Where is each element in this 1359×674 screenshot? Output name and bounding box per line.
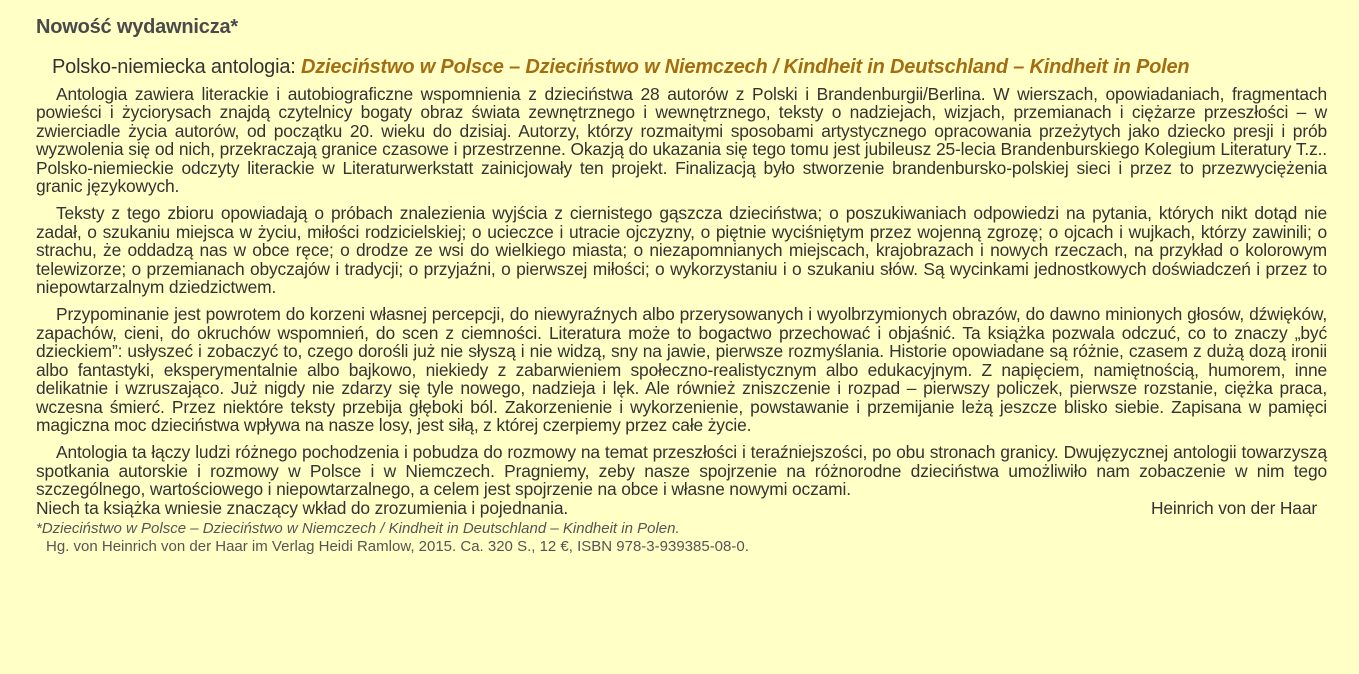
subtitle — [52, 56, 1327, 79]
book-title: Dzieciństwo w Polsce – Dzieciństwo w Niemczech / Kindheit in Deutschland – Kindheit in Polen — [300, 56, 1190, 78]
paragraph-1: Antologia zawiera literackie i autobiograficzne wspomnienia z dzieciństwa 28 autorów z Polski i Brandenburgii/Berlina. W wierszach, opowiadaniach, fragmentach powieści i życiorysach znajdą czytelnicy bogaty obraz świata zewnętrznego i wewnętrznego, teksty o nadziejach, wizjach, przemianach i ciężarze przeszłości – w zwierciadle życia autorów, od początku 20. wieku do dzisiaj. Autorzy, którzy rozmaitymi sposobami artystycznego opracowania przeżytych jako dziecko presji i prób wyzwolenia się od nich, przekraczają granice czasowe i przestrzenne. Okazją do ukazania się tego tomu jest jubileusz 25-lecia Brandenburskiego Kolegium Literatury T.z.. Polsko-niemieckie odczyty literackie w Literaturwerkstatt zainicjowały ten projekt. Finalizacją było stworzenie brandenbursko-polskiej sieci i przez to przezwyciężenia granic językowych. — [36, 84, 1327, 197]
footnote-title: *Dzieciństwo w Polsce – Dzieciństwo w Niemczech / Kindheit in Deutschland – Kindheit in Polen. — [36, 519, 680, 537]
subtitle-prefix: Polsko-niemiecka antologia: — [52, 56, 301, 78]
page-title: Nowość wydawnicza* — [36, 16, 239, 38]
closing-line-row — [36, 499, 1327, 517]
closing-line: Niech ta książka wniesie znaczący wkład do zrozumienia i pojednania. — [36, 497, 569, 518]
paragraph-2: Teksty z tego zbioru opowiadają o próbach znalezienia wyjścia z ciernistego gąszcza dzieciństwa; o poszukiwaniach odpowiedzi na pytania, których nikt dotąd nie zadał, o szukaniu miejsca w życiu, miłości rodzicielskiej; o ucieczce i utracie ojczyzny, o piętnie wyciśniętym przez wojenną zgrozę; o ojcach i wujkach, którzy zawinili; o strachu, że oddadzą nas w obce ręce; o drodze ze wsi do wielkiego miasta; o niezapomnianych miejscach, krajobrazach i nowych rzeczach, na przykład o kolorowym telewizorze; o przemianach obyczajów i tradycji; o przyjaźni, o pierwszej miłości; o wykorzystaniu i o szukaniu słów. Są wycinkami jednostkowych doświadczeń i przez to niepowtarzalnym dziedzictwem. — [36, 203, 1327, 298]
footnote-publication: Hg. von Heinrich von der Haar im Verlag Heidi Ramlow, 2015. Ca. 320 S., 12 €, ISBN 978-3-939385-08-0. — [46, 537, 749, 555]
signature: Heinrich von der Haar — [1150, 497, 1317, 518]
paragraph-3: Przypominanie jest powrotem do korzeni własnej percepcji, do niewyraźnych albo przerysowanych i wyolbrzymionych obrazów, do dawno minionych głosów, dźwięków, zapachów, cieni, do okruchów wspomnień, do scen z ciemności. Literatura może to bogactwo przechować i objaśnić. Ta książka pozwala odczuć, co to znaczy „być dzieckiem”: usłyszeć i zobaczyć to, czego dorośli już nie słyszą i nie widzą, sny na jawie, pierwsze rozmyślania. Historie opowiadane są różnie, czasem z dużą dozą ironii albo fantastyki, eksperymentalnie albo bajkowo, niekiedy z zabarwieniem społeczno-realistycznym albo edukacyjnym. Z napięciem, namiętnością, humorem, inne delikatnie i wzruszająco. Już nigdy nie zdarzy się tyle nowego, nadzieja i lęk. Ale również zniszczenie i rozpad – pierwszy policzek, pierwsze rozstanie, ciężka praca, wczesna śmierć. Przez niektóre teksty przebija głęboki ból. Zakorzenienie i wykorzenienie, powstawanie i przemijanie leżą jeszcze blisko siebie. Zapisana w pamięci magiczna moc dzieciństwa wpływa na nasze losy, jest siłą, z której czerpiemy przez całe życie. — [36, 304, 1327, 435]
footnote — [36, 520, 1327, 556]
paragraph-4: Antologia ta łączy ludzi różnego pochodzenia i pobudza do rozmowy na temat przeszłości i teraźniejszości, po obu stronach granicy. Dwujęzycznej antologii towarzyszą spotkania autorskie i rozmowy w Polsce i w Niemczech. Pragniemy, zeby nasze spojrzenie na różnorodne dzieciństwa umożliwiło nam zobaczenie w nim tego szczególnego, wartościowego i niepowtarzalnego, a celem jest spojrzenie na obce i własne nowymi oczami. — [36, 442, 1327, 500]
